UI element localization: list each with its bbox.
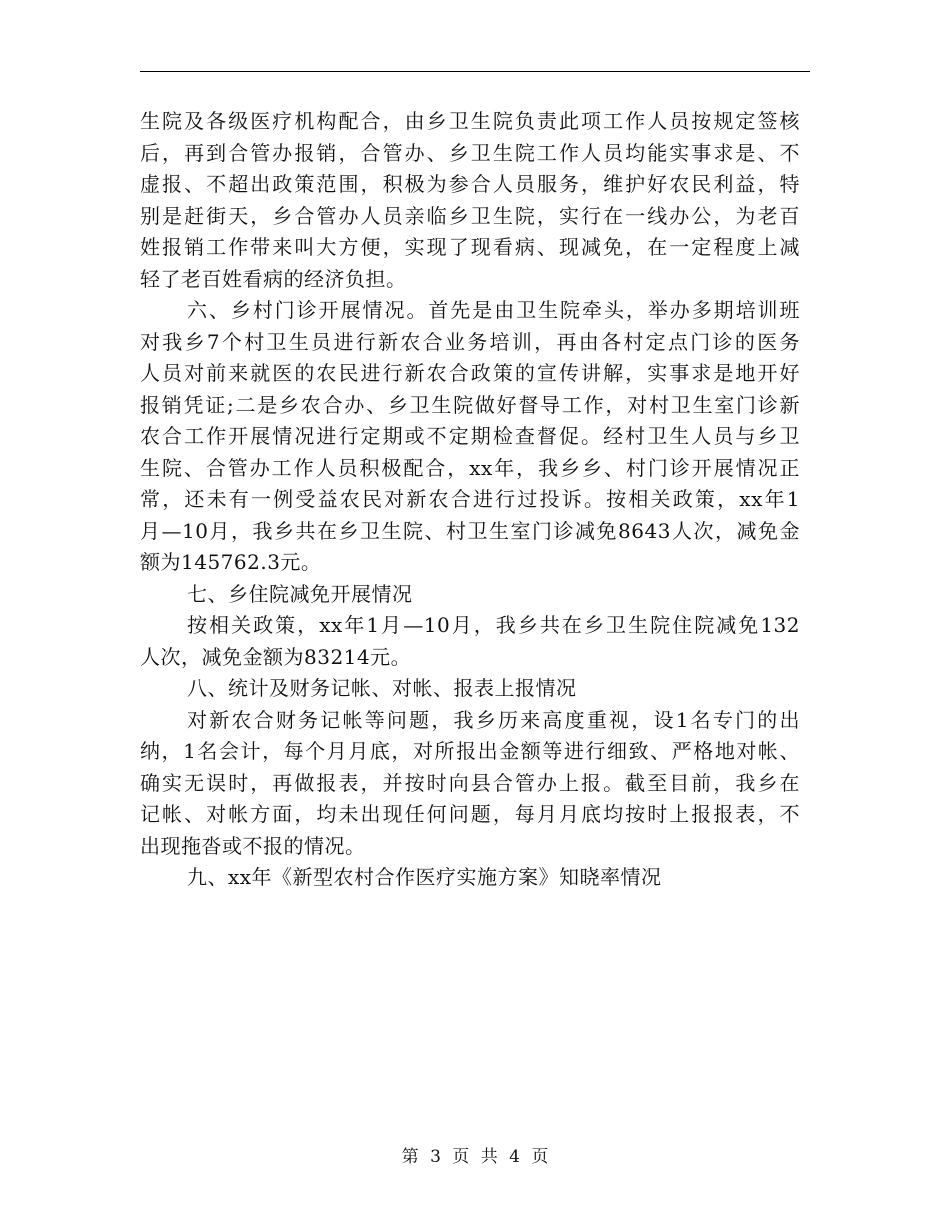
text-line: 记帐、对帐方面，均未出现任何问题，每月月底均按时上报报表，不 (140, 802, 800, 826)
section-heading: 七、乡住院减免开展情况 (187, 581, 413, 606)
text-line: 生院、合管办工作人员积极配合，xx年，我乡乡、村门诊开展情况正 (140, 455, 800, 480)
header-rule (140, 71, 810, 72)
page-footer: 第 3 页 共 4 页 (401, 1147, 549, 1167)
text-line: 月—10月，我乡共在乡卫生院、村卫生室门诊减免8643人次，减免金 (140, 518, 800, 543)
document-body (140, 106, 800, 894)
text-line: 别是赶街天，乡合管办人员亲临乡卫生院，实行在一线办公，为老百 (140, 203, 800, 228)
text-line: 报销凭证;二是乡农合办、乡卫生院做好督导工作，对村卫生室门诊新 (140, 392, 800, 417)
text-line: 轻了老百姓看病的经济负担。 (140, 266, 407, 291)
text-line: 人员对前来就医的农民进行新农合政策的宣传讲解，实事求是地开好 (140, 361, 800, 385)
text-line: 农合工作开展情况进行定期或不定期检查督促。经村卫生人员与乡卫 (140, 424, 800, 448)
text-line: 确实无误时，再做报表，并按时向县合管办上报。截至目前，我乡在 (140, 770, 800, 795)
text-line: 按相关政策，xx年1月—10月，我乡共在乡卫生院住院减免132 (187, 613, 800, 637)
text-line: 六、乡村门诊开展情况。首先是由卫生院牵头，举办多期培训班 (187, 298, 800, 322)
text-line: 人次，减免金额为83214元。 (140, 644, 412, 669)
section-heading: 八、统计及财务记帐、对帐、报表上报情况 (187, 676, 577, 700)
text-line: 姓报销工作带来叫大方便，实现了现看病、现减免，在一定程度上减 (140, 235, 800, 259)
text-line: 生院及各级医疗机构配合，由乡卫生院负责此项工作人员按规定签核 (140, 109, 800, 133)
text-line: 对新农合财务记帐等问题，我乡历来高度重视，设1名专门的出 (187, 707, 800, 732)
text-line: 额为145762.3元。 (140, 550, 322, 574)
text-line: 纳，1名会计，每个月月底，对所报出金额等进行细致、严格地对帐、 (140, 739, 800, 763)
text-line: 虚报、不超出政策范围，积极为参合人员服务，维护好农民利益，特 (140, 172, 800, 196)
section-heading: 九、xx年《新型农村合作医疗实施方案》知晓率情况 (187, 865, 662, 889)
text-line: 对我乡7个村卫生员进行新农合业务培训，再由各村定点门诊的医务 (140, 329, 800, 354)
text-line: 后，再到合管办报销，合管办、乡卫生院工作人员均能实事求是、不 (140, 140, 800, 165)
text-line: 常，还未有一例受益农民对新农合进行过投诉。按相关政策，xx年1 (140, 487, 800, 511)
text-line: 出现拖沓或不报的情况。 (140, 833, 366, 858)
